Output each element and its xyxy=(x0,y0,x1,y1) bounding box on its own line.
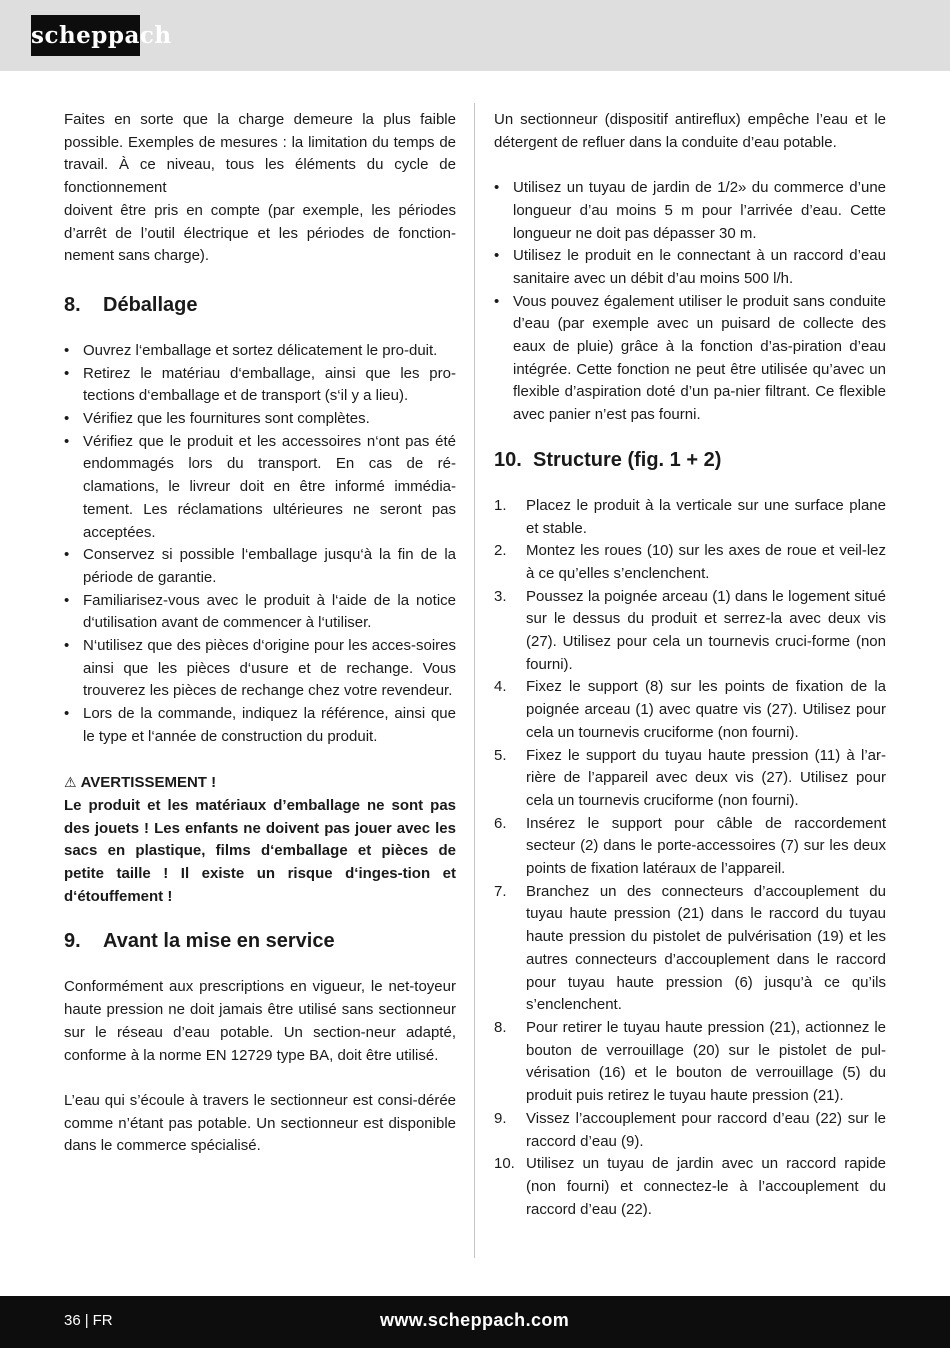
step-item: 7. Branchez un des connecteurs d’accouplement du tuyau haute pression (21) dans le raccord du tuyau haute pression du pistolet de pulvérisation (19) et les autres connecteurs d’accouplement dans le raccord pour tuyau haute pression (6) jusqu’à ce qu’ils s’enclenchent. xyxy=(494,881,886,1017)
step-item: 10. Utilisez un tuyau de jardin avec un raccord rapide (non fourni) et connectez-le à l’accouplement du raccord d’eau (22). xyxy=(494,1153,886,1221)
section-number: 8. xyxy=(64,293,81,316)
step-item: 2. Montez les roues (10) sur les axes de roue et veil-lez à ce qu’elles s’enclenchent. xyxy=(494,540,886,585)
bullet-marker: • xyxy=(64,341,70,359)
step-item: 4. Fixez le support (8) sur les points de fixation de la poignée arceau (1) avec quatre vis (27). Utilisez pour cela un tournevis cruciforme (non fourni). xyxy=(494,676,886,744)
step-item: 9. Vissez l’accouplement pour raccord d’eau (22) sur le raccord d’eau (9). xyxy=(494,1108,886,1153)
page-header xyxy=(0,0,950,71)
list-item: • N‘utilisez que des pièces d‘origine pour les acces-soires ainsi que les pièces d‘usure et de rechange. Vous trouverez les pièces de rechange chez votre revendeur. xyxy=(64,635,456,703)
page-info xyxy=(64,1311,113,1331)
list-item: • Vous pouvez également utiliser le produit sans conduite d’eau (par exemple avec un puisard de collecte des eaux de pluie) grâce à la fonction d’as-piration d’eau intégrée. Cette fonction ne peut être utilisée qu’avec un flexible d’aspiration doté d’un pa-nier filtrant. Ce flexible avec panier n’est pas fourni. xyxy=(494,291,886,427)
warning-block xyxy=(64,771,456,908)
section-number: 10. xyxy=(494,448,522,471)
section-heading-unpacking xyxy=(64,293,456,317)
bullet-marker: • xyxy=(64,410,70,428)
section-number: 9. xyxy=(64,930,81,953)
bullet-marker: • xyxy=(64,364,70,382)
step-item: 1. Placez le produit à la verticale sur une surface plane et stable. xyxy=(494,495,886,540)
section-heading-structure xyxy=(494,448,886,472)
step-number: 8. xyxy=(494,1019,507,1036)
intro-paragraph: Faites en sorte que la charge demeure la plus faible possible. Exemples de mesures : la limitation du temps de travail. À ce niveau, tous les éléments du cycle de fonctionnement xyxy=(64,111,456,197)
list-item: • Utilisez le produit en le connectant à un raccord d’eau sanitaire avec un débit d’au moins 500 l/h. xyxy=(494,245,886,290)
page-footer xyxy=(0,1296,950,1348)
list-item: • Ouvrez l‘emballage et sortez délicatement le pro-duit. xyxy=(64,340,456,363)
list-item: • Conservez si possible l‘emballage jusqu‘à la fin de la période de garantie. xyxy=(64,544,456,589)
step-number: 1. xyxy=(494,496,507,514)
list-item: • Vérifiez que le produit et les accessoires n‘ont pas été endommagés lors du transport. En cas de ré-clamations, le livreur doit en être informé immédia-tement. Les réclamations ultérieures ne seront pas acceptées. xyxy=(64,431,456,545)
step-item: 3. Poussez la poignée arceau (1) dans le logement situé sur le dessus du produit et serrez-la avec deux vis (27). Utilisez pour cela un tournevis cruci-forme (non fourni). xyxy=(494,586,886,677)
step-number: 6. xyxy=(494,814,507,832)
step-number: 3. xyxy=(494,587,507,605)
bullet-marker: • xyxy=(64,591,70,609)
body-paragraph: Conformément aux prescriptions en vigueur, le net-toyeur haute pression ne doit jamais être utilisé sans sectionneur sur le réseau d’eau potable. Un section-neur adapté, conforme à la norme EN 12729 type BA, doit être utilisé. xyxy=(64,978,456,1064)
step-item: 8. Pour retirer le tuyau haute pression (21), actionnez le bouton de verrouillage (20) sur le pistolet de pul-vérisation (16) et le bouton de verrouillage (5) du produit puis retirez le tuyau haute pression (21). xyxy=(494,1017,886,1108)
list-item: • Retirez le matériau d‘emballage, ainsi que les pro-tections d‘emballage et de transport (s‘il y a lieu). xyxy=(64,363,456,408)
step-number: 9. xyxy=(494,1109,507,1127)
step-number: 10. xyxy=(494,1155,515,1173)
list-item: • Familiarisez-vous avec le produit à l‘aide de la notice d‘utilisation avant de commencer à l‘utiliser. xyxy=(64,590,456,635)
step-item: 6. Insérez le support pour câble de raccordement secteur (2) dans le porte-accessoires (7) sur les deux points de fixation latéraux de l’appareil. xyxy=(494,813,886,881)
warning-text: Le produit et les matériaux d’emballage ne sont pas des jouets ! Les enfants ne doivent pas jouer avec les sacs en plastique, films d‘emballage et pièces de petite taille ! Il existe un risque d‘inges-tion et d‘étouffement ! xyxy=(64,796,456,905)
step-number: 5. xyxy=(494,746,507,764)
language-code: FR xyxy=(92,1312,113,1329)
body-paragraph: L’eau qui s’écoule à travers le sectionneur est consi-dérée comme n’étant pas potable. Un sectionneur est disponible dans le commerce spécialisé. xyxy=(64,1091,456,1155)
step-number: 2. xyxy=(494,542,507,560)
column-divider xyxy=(474,103,475,1258)
intro-paragraph: Un sectionneur (dispositif antireflux) empêche l’eau et le détergent de refluer dans la conduite d’eau potable. xyxy=(494,111,886,151)
section-title: Déballage xyxy=(103,293,198,316)
footer-separator: | xyxy=(84,1312,89,1329)
assembly-steps xyxy=(494,495,886,1222)
left-column xyxy=(64,109,456,1158)
warning-heading xyxy=(64,771,456,795)
section-title: Avant la mise en service xyxy=(103,930,335,953)
page-number: 36 xyxy=(64,1312,81,1329)
bullet-marker: • xyxy=(64,432,70,450)
bullet-marker: • xyxy=(494,247,500,265)
section-title: Structure (fig. 1 + 2) xyxy=(533,448,722,471)
bullet-marker: • xyxy=(64,705,70,723)
intro-paragraph: doivent être pris en compte (par exemple, les périodes d’arrêt de l’outil électrique et les périodes de fonction-nement sans charge). xyxy=(64,201,456,265)
warning-title: AVERTISSEMENT ! xyxy=(80,774,217,792)
right-column xyxy=(494,109,886,1221)
water-supply-list xyxy=(494,177,886,427)
bullet-marker: • xyxy=(64,637,70,655)
list-item: • Lors de la commande, indiquez la référence, ainsi que le type et l‘année de construction du produit. xyxy=(64,703,456,748)
warning-triangle-icon: ⚠ xyxy=(64,774,77,791)
step-item: 5. Fixez le support du tuyau haute pression (11) à l’ar-rière de l’appareil avec deux vis (27). Utilisez pour cela un tournevis cruciforme (non fourni). xyxy=(494,745,886,813)
bullet-marker: • xyxy=(64,546,70,564)
list-item: • Vérifiez que les fournitures sont complètes. xyxy=(64,408,456,431)
step-number: 4. xyxy=(494,678,507,696)
bullet-marker: • xyxy=(494,292,500,310)
bullet-marker: • xyxy=(494,179,500,197)
unpacking-list xyxy=(64,340,456,749)
list-item: • Utilisez un tuyau de jardin de 1/2» du commerce d’une longueur d’au moins 5 m pour l’arrivée d’eau. Cette longueur ne doit pas dépasser 30 m. xyxy=(494,177,886,245)
step-number: 7. xyxy=(494,882,507,900)
website-link[interactable]: www.scheppach.com xyxy=(380,1310,570,1330)
brand-logo: scheppach xyxy=(31,15,140,56)
section-heading-before-use xyxy=(64,929,456,953)
